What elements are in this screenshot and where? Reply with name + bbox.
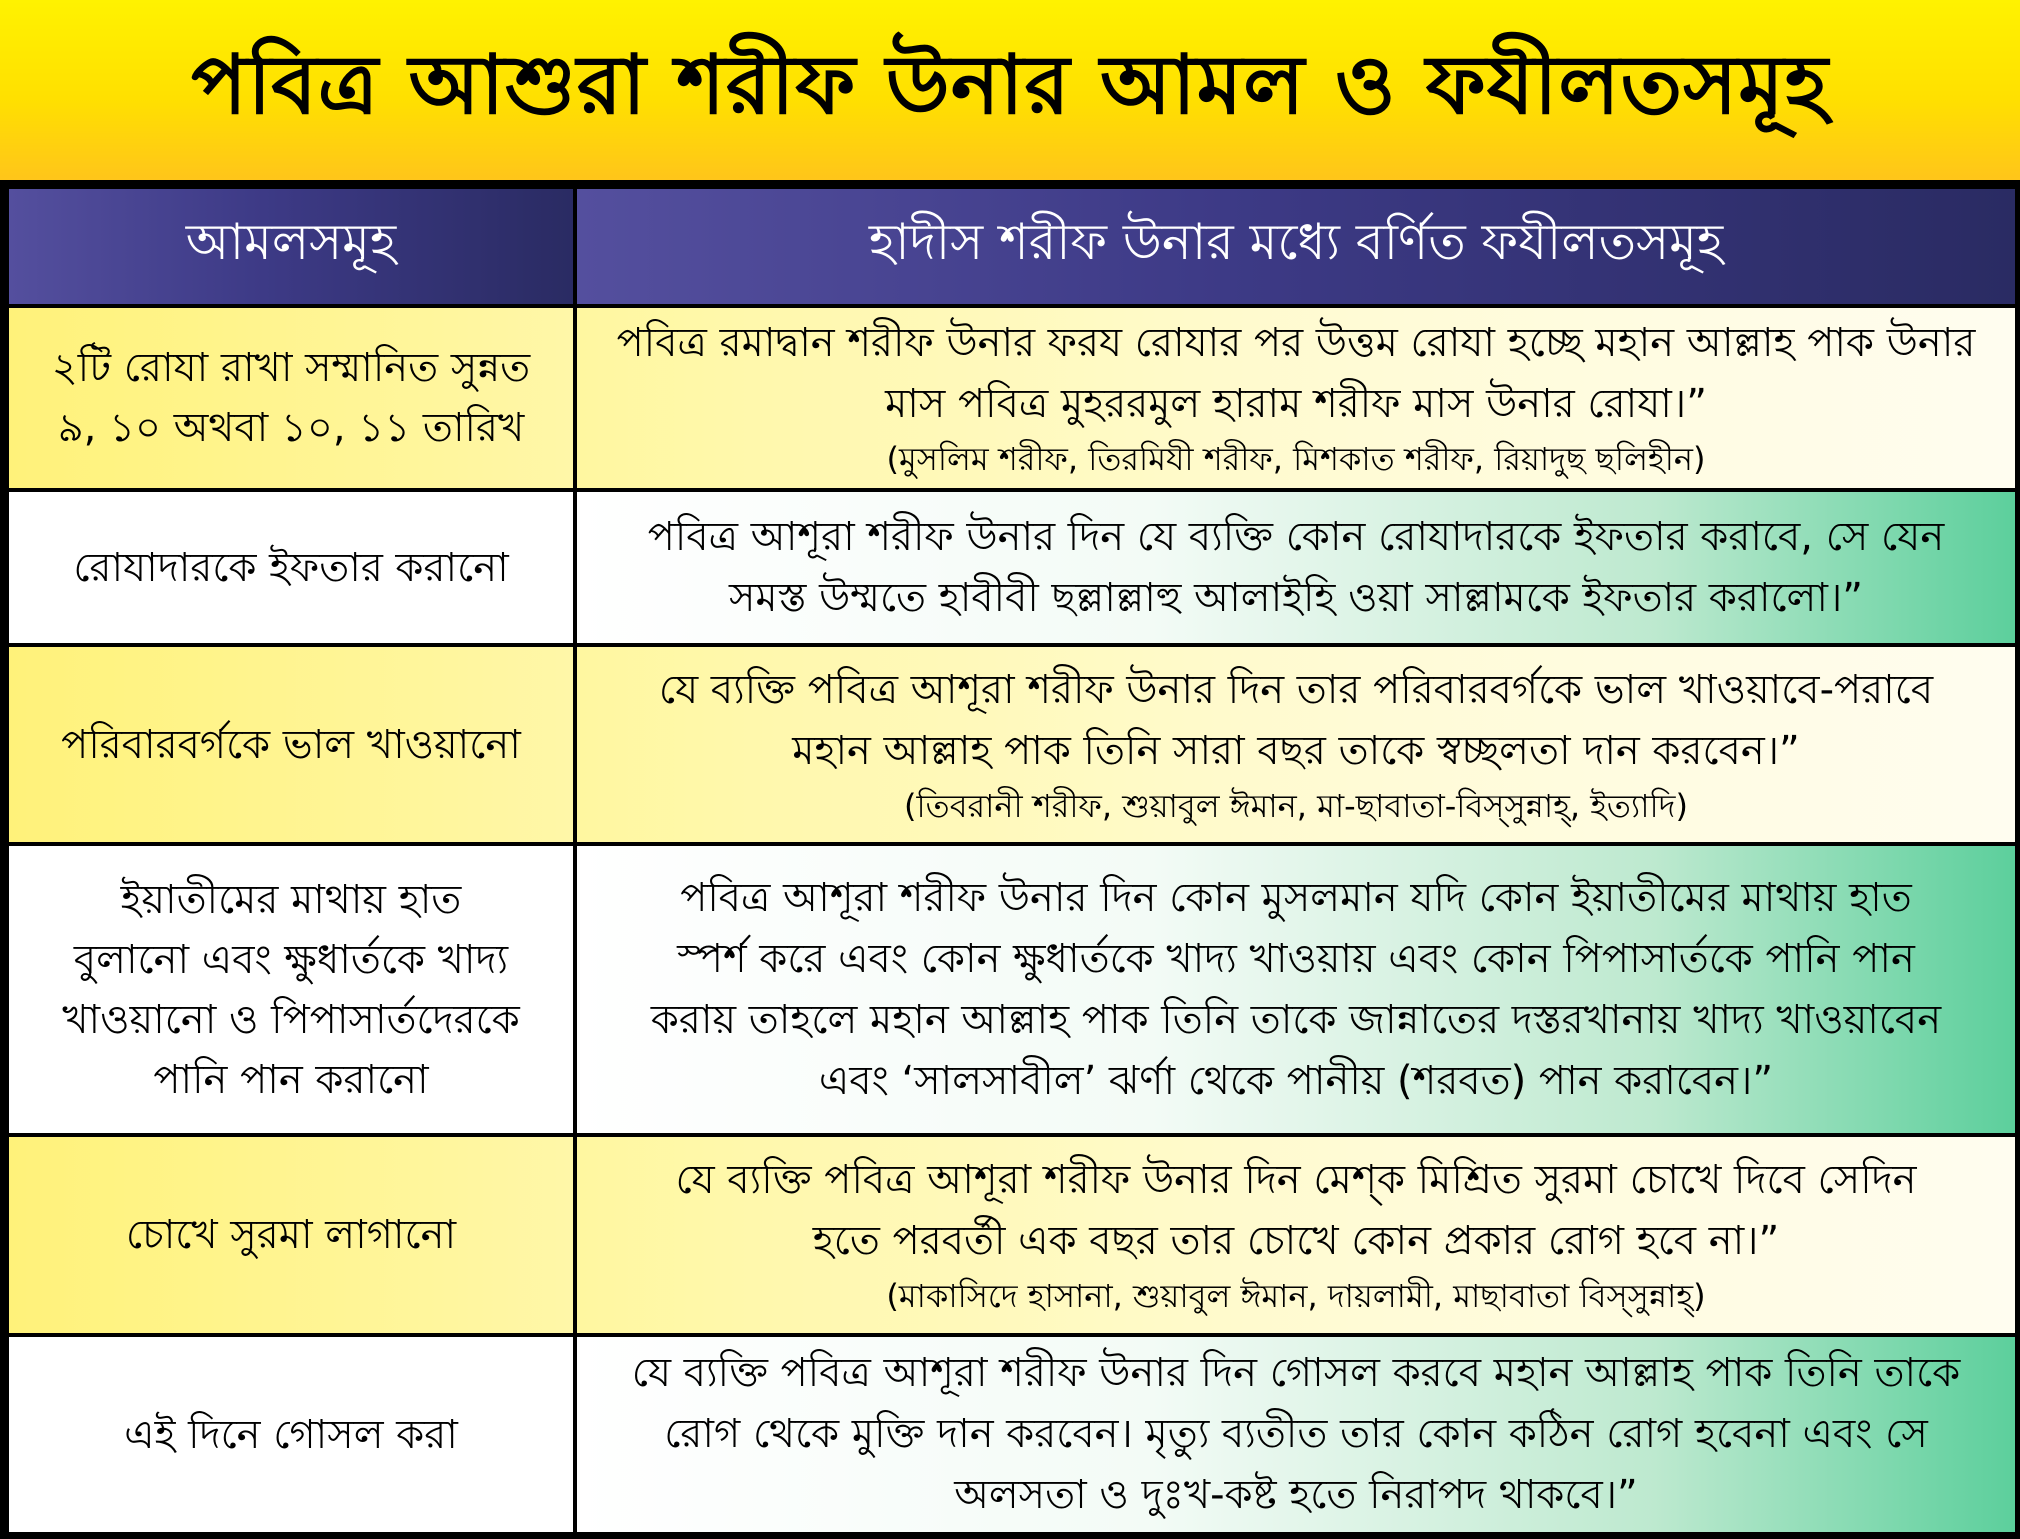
amal-cell [7, 490, 575, 645]
fazilat-cell [575, 1335, 2017, 1534]
fazilat-text-line: যে ব্যক্তি পবিত্র আশূরা শরীফ উনার দিন গোসল করবে মহান আল্লাহ পাক তিনি তাকে [631, 1350, 1961, 1396]
fazilat-text-line: পবিত্র রমাদ্বান শরীফ উনার ফরয রোযার পর উত্তম রোযা হচ্ছে মহান আল্লাহ পাক উনার [616, 320, 1976, 366]
fazilat-text-line: পবিত্র আশূরা শরীফ উনার দিন যে ব্যক্তি কোন রোযাদারকে ইফতার করাবে, সে যেন [647, 513, 1945, 560]
page-title: পবিত্র আশুরা শরীফ উনার আমল ও ফযীলতসমূহ [191, 37, 1829, 133]
fazilat-text-line: পবিত্র আশূরা শরীফ উনার দিন কোন মুসলমান যদি কোন ইয়াতীমের মাথায় হাত [680, 874, 1912, 921]
title-banner [0, 0, 2020, 180]
amal-cell [7, 844, 575, 1135]
fazilat-text-line: স্পর্শ করে এবং কোন ক্ষুধার্তকে খাদ্য খাওয়ায় এবং কোন পিপাসার্তকে পানি পান [677, 935, 1915, 982]
amal-cell [7, 306, 575, 490]
amal-text-line: এই দিনে গোসল করা [124, 1411, 458, 1458]
fazilat-text-line: করায় তাহলে মহান আল্লাহ পাক তিনি তাকে জান্নাতের দস্তরখানায় খাদ্য খাওয়াবেন [650, 996, 1942, 1043]
table-row [7, 1335, 2017, 1534]
amal-text-line: ৯, ১০ অথবা ১০, ১১ তারিখ [57, 405, 525, 451]
table-row [7, 490, 2017, 645]
amal-text-line: ২টি রোযা রাখা সম্মানিত সুন্নত [51, 345, 531, 391]
fazilat-text-line: সমস্ত উম্মতে হাবীবী ছল্লাল্লাহু আলাইহি ওয়া সাল্লামকে ইফতার করালো।” [729, 574, 1863, 621]
amal-text-line: ইয়াতীমের মাথায় হাত [120, 876, 462, 923]
fazilat-text-line: মাস পবিত্র মুহররমুল হারাম শরীফ মাস উনার রোযা।” [885, 381, 1707, 427]
column-header-amal: আমলসমূহ [7, 187, 575, 306]
amal-cell [7, 1335, 575, 1534]
amal-text-line: খাওয়ানো ও পিপাসার্তদেরকে [62, 996, 520, 1043]
amal-text-line: রোযাদারকে ইফতার করানো [73, 544, 509, 591]
amal-cell [7, 645, 575, 844]
table-row [7, 844, 2017, 1135]
amal-text-line: পরিবারবর্গকে ভাল খাওয়ানো [61, 721, 521, 768]
fazilat-text-line: যে ব্যক্তি পবিত্র আশূরা শরীফ উনার দিন তার পরিবারবর্গকে ভাল খাওয়াবে-পরাবে [658, 666, 1934, 713]
fazilat-text-line: রোগ থেকে মুক্তি দান করবেন। মৃত্যু ব্যতীত তার কোন কঠিন রোগ হবেনা এবং সে [664, 1411, 1928, 1457]
fazilat-cell [575, 645, 2017, 844]
hadith-source: (তিবরানী শরীফ, শুয়াবুল ঈমান, মা-ছাবাতা-বিস্‌সুন্নাহ্‌, ইত্যাদি) [904, 786, 1688, 825]
fazilat-cell [575, 490, 2017, 645]
fazilat-text-line: মহান আল্লাহ পাক তিনি সারা বছর তাকে স্বচ্ছলতা দান করবেন।” [792, 727, 1800, 774]
fazilat-cell [575, 844, 2017, 1135]
fazilat-cell [575, 306, 2017, 490]
amal-text-line: চোখে সুরমা লাগানো [125, 1212, 457, 1258]
fazilat-text-line: হতে পরবর্তী এক বছর তার চোখে কোন প্রকার রোগ হবে না।” [812, 1218, 1780, 1264]
column-header-fazilat: হাদীস শরীফ উনার মধ্যে বর্ণিত ফযীলতসমূহ [575, 187, 2017, 306]
fazilat-cell [575, 1135, 2017, 1335]
fazilat-text-line: এবং ‘সালসাবীল’ ঝর্ণা থেকে পানীয় (শরবত) পান করাবেন।” [818, 1057, 1774, 1104]
amal-table [5, 185, 2019, 1536]
hadith-source: (মাকাসিদে হাসানা, শুয়াবুল ঈমান, দায়লামী, মাছাবাতা বিস্‌সুন্নাহ্‌) [886, 1277, 1706, 1315]
table-row [7, 306, 2017, 490]
fazilat-text-line: যে ব্যক্তি পবিত্র আশূরা শরীফ উনার দিন মেশ্‌ক মিশ্রিত সুরমা চোখে দিবে সেদিন [675, 1157, 1917, 1203]
hadith-source: (মুসলিম শরীফ, তিরমিযী শরীফ, মিশকাত শরীফ, রিয়াদুছ ছলিহীন) [886, 440, 1706, 478]
table-row [7, 1135, 2017, 1335]
amal-text-line: পানি পান করানো [153, 1056, 429, 1103]
table-row [7, 645, 2017, 844]
amal-cell [7, 1135, 575, 1335]
amal-text-line: বুলানো এবং ক্ষুধার্তকে খাদ্য [73, 936, 509, 983]
fazilat-text-line: অলসতা ও দুঃখ-কষ্ট হতে নিরাপদ থাকবে।” [954, 1472, 1638, 1518]
table-header-row [7, 187, 2017, 306]
